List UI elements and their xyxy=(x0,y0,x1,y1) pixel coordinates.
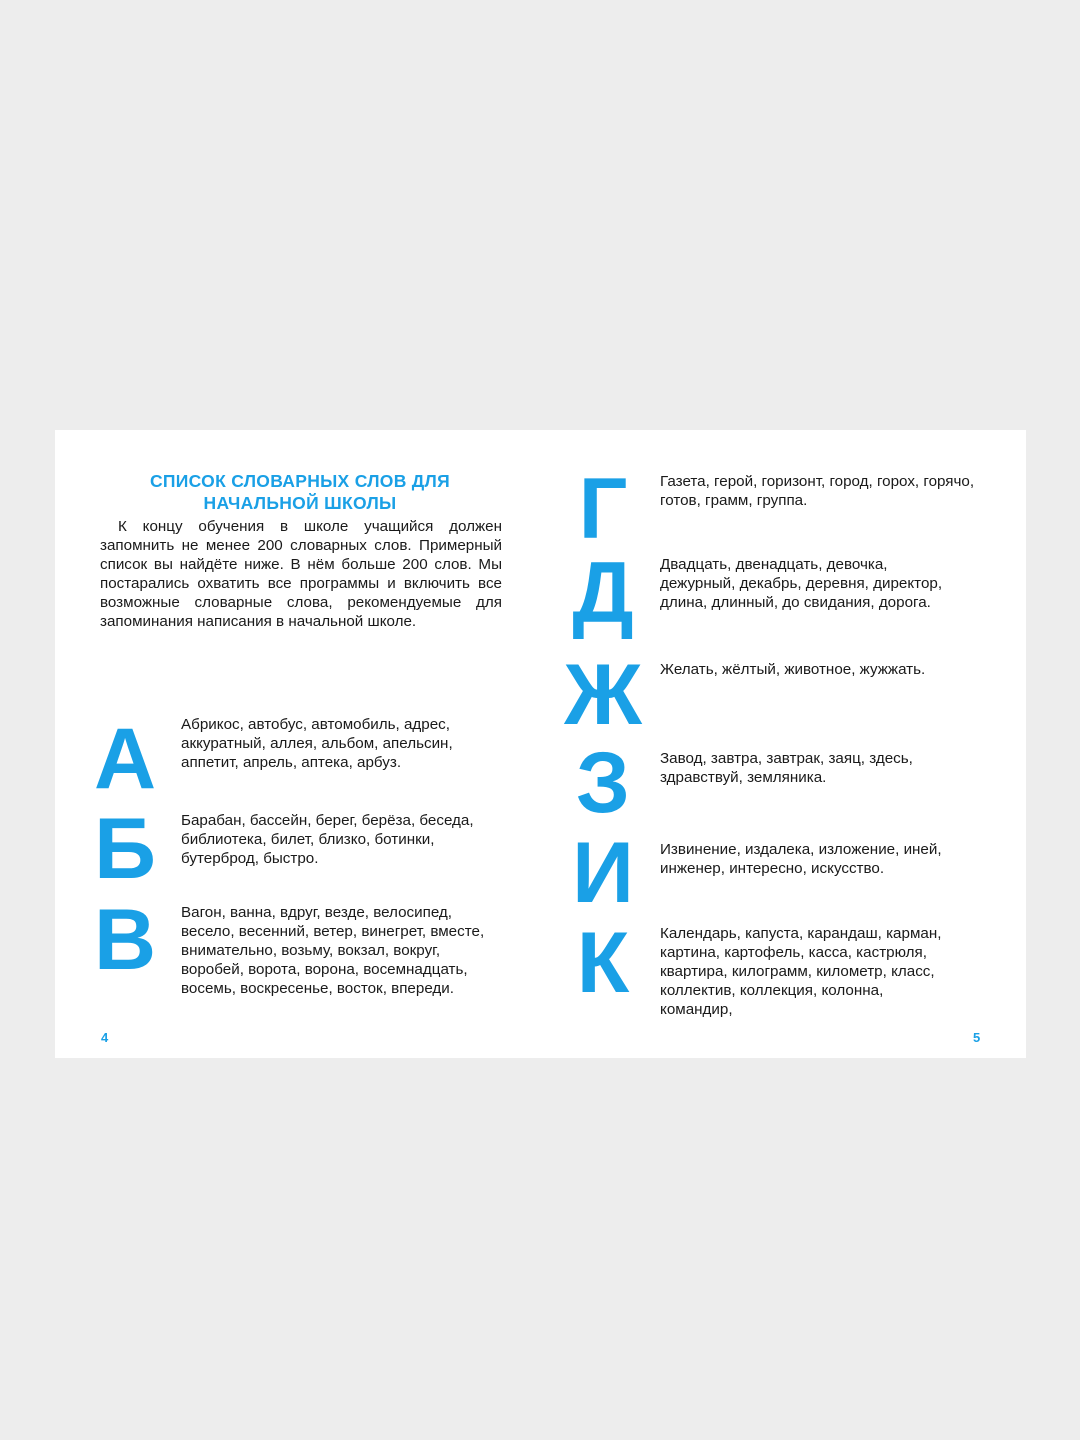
words-zh: Желать, жёлтый, животное, жужжать. xyxy=(660,661,926,678)
words-b: Барабан, бассейн, берег, берёза, беседа, библиотека, билет, близко, ботинки, бутерброд, быстро. xyxy=(181,812,474,868)
words-d: Двадцать, двенадцать, девочка, дежурный, декабрь, деревня, директор, длина, длинный, до свидания, дорога. xyxy=(660,556,943,612)
words-g: Газета, герой, горизонт, город, горох, горячо, готов, грамм, группа. xyxy=(660,473,975,510)
intro-paragraph: К концу обучения в школе учащийся должен запомнить не менее 200 словарных слов. Примерный список вы найдёте ниже. В нём больше 200 слов. Мы постарались охватить все программы и включить все возможные словарные слова, рекомендуемые для запоминания написания в начальной школе. xyxy=(100,518,502,631)
letter-k: К xyxy=(576,915,630,1011)
words-v: Вагон, ванна, вдруг, везде, велосипед, весело, весенний, ветер, винегрет, вместе, внимательно, возьму, вокзал, вокруг, воробей, ворота, ворона, восемнадцать, восемь, воскресенье, восток, впереди. xyxy=(181,904,485,998)
page-title: СПИСОК СЛОВАРНЫХ СЛОВ ДЛЯ НАЧАЛЬНОЙ ШКОЛЫ xyxy=(149,471,451,513)
words-z: Завод, завтра, завтрак, заяц, здесь, здравствуй, земляника. xyxy=(660,750,913,787)
words-a: Абрикос, автобус, автомобиль, адрес, аккуратный, аллея, альбом, апельсин, аппетит, апрель, аптека, арбуз. xyxy=(181,716,453,772)
letter-v: В xyxy=(93,892,157,988)
letter-b: Б xyxy=(94,801,156,897)
letter-a: А xyxy=(93,711,157,807)
book-spread xyxy=(55,430,1026,1058)
page-number-right: 5 xyxy=(973,1030,981,1045)
letter-d: Д xyxy=(572,545,634,641)
letter-z: З xyxy=(576,735,630,831)
words-i: Извинение, издалека, изложение, иней, инженер, интересно, искусство. xyxy=(660,841,942,878)
letter-g: Г xyxy=(578,461,628,557)
letter-i: И xyxy=(572,825,634,921)
page-number-left: 4 xyxy=(101,1030,109,1045)
words-k: Календарь, капуста, карандаш, карман, картина, картофель, касса, кастрюля, квартира, килограмм, километр, класс, коллектив, коллекция, колонна, командир, xyxy=(660,925,942,1019)
letter-zh: Ж xyxy=(564,647,642,743)
